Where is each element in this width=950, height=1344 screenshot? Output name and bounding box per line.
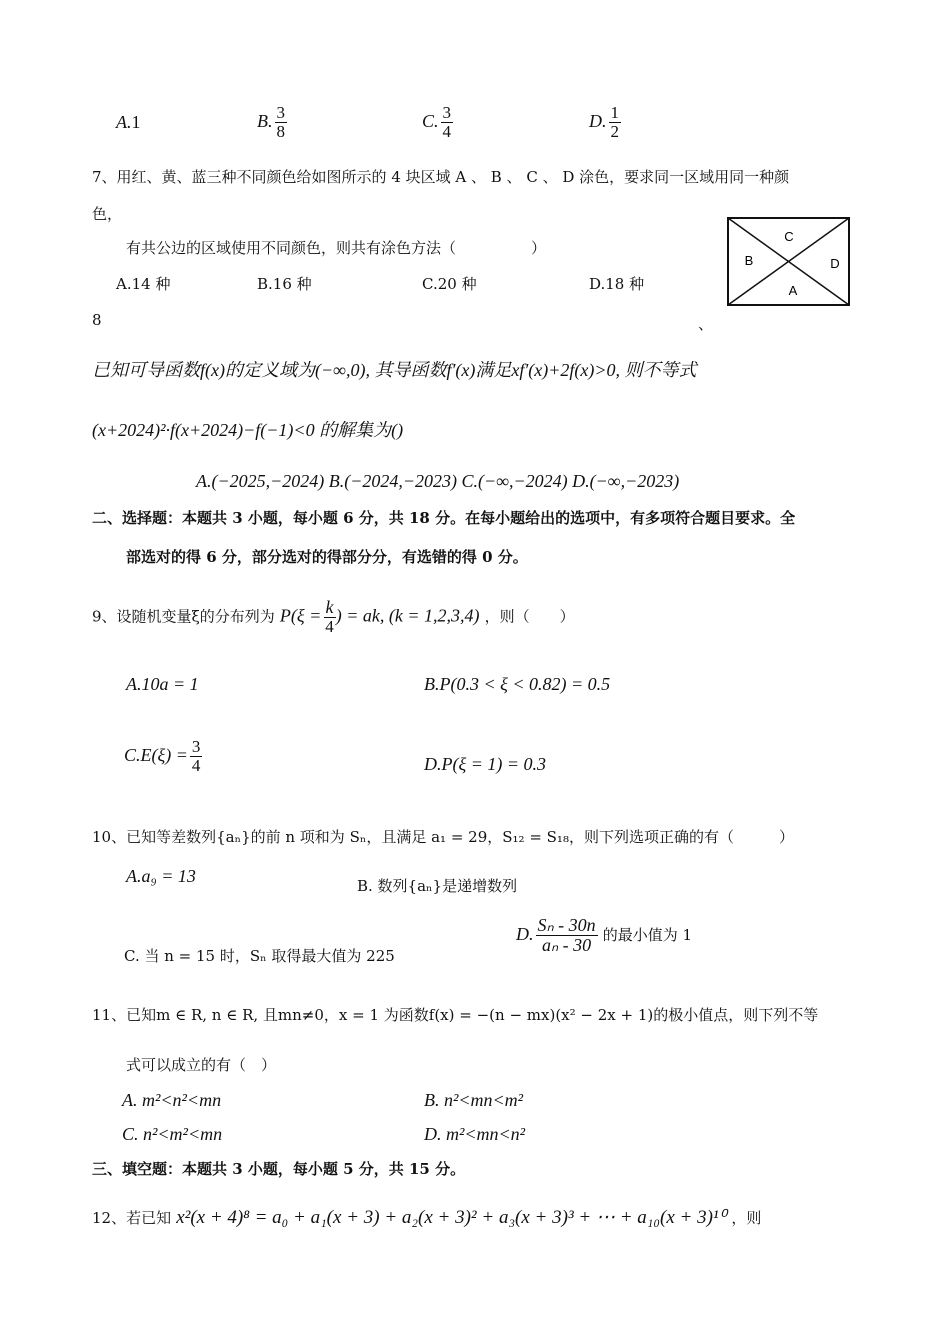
q6-option-d: D. $\frac{1}{2}$ — [589, 103, 619, 141]
q7-option-c: C.20 种 — [422, 275, 477, 293]
q8-stem-line2: (x+2024)²·f(x+2024)−f(−1)<0 的解集为() — [92, 420, 404, 440]
q7-stem-line1: 7、用红、黄、蓝三种不同颜色给如图所示的 4 块区域 A 、 B 、 C 、 D 涂色，要求同一区域用同一种颜 — [92, 168, 790, 186]
q10-option-b: B. 数列{aₙ}是递增数列 — [357, 877, 518, 895]
region-label-right: D — [830, 256, 840, 271]
q7-stem-line3: 有共公边的区域使用不同颜色，则共有涂色方法（ ） — [126, 239, 547, 257]
q7-region-figure — [727, 217, 851, 307]
q12-formula: x²(x + 4)⁸ = a₀ + a₁(x + 3) + a₂(x + 3)² + a₃(x + 3)³ + ⋯ + a₁₀(x + 3)¹⁰ — [176, 1207, 727, 1228]
q6-option-a: A.1 — [116, 112, 141, 132]
q7-option-a: A.14 种 — [116, 275, 171, 293]
q10-stem: 10、已知等差数列{aₙ}的前 n 项和为 Sₙ，且满足 a₁ = 29，S₁₂ = S₁₈，则下列选项正确的有（ ） — [92, 828, 794, 846]
q8-stem-line1: 已知可导函数f(x)的定义域为(−∞,0), 其导函数f′(x)满足xf′(x)+2f(x)>0, 则不等式 — [92, 360, 697, 380]
q9-option-d: D.P(ξ = 1) = 0.3 — [424, 754, 546, 774]
q11-option-c: C. n²<m²<mn — [122, 1124, 223, 1144]
region-label-left: B — [744, 253, 754, 268]
section3-heading: 三、填空题：本题共 3 小题，每小题 5 分，共 15 分。 — [92, 1160, 466, 1178]
q9-option-a: A.10a = 1 — [126, 674, 199, 694]
q9-option-c: C.E(ξ) = $\frac{3}{4}$ — [124, 737, 201, 775]
q7-option-d: D.18 种 — [589, 275, 645, 293]
q12-stem: 12、若已知 x²(x + 4)⁸ = a₀ + a₁(x + 3) + a₂(x + 3)² + a₃(x + 3)³ + ⋯ + a₁₀(x + 3)¹⁰ ，则 — [92, 1207, 762, 1228]
q6-option-c: C. $\frac{3}{4}$ — [422, 103, 452, 141]
q11-stem-line2: 式可以成立的有（ ） — [126, 1056, 277, 1074]
q10-option-c: C. 当 n = 15 时，Sₙ 取得最大值为 225 — [124, 947, 395, 965]
q11-option-a: A. m²<n²<mn — [122, 1090, 222, 1110]
section2-heading-line2: 部选对的得 6 分，部分选对的得部分分，有选错的得 0 分。 — [126, 548, 528, 566]
q7-option-b: B.16 种 — [257, 275, 312, 293]
region-label-bottom: A — [788, 283, 798, 298]
q9-option-b: B.P(0.3 < ξ < 0.82) = 0.5 — [424, 674, 611, 694]
region-label-top: C — [784, 229, 794, 244]
q11-option-b: B. n²<mn<m² — [424, 1090, 524, 1110]
q9-stem: 9、设随机变量ξ的分布列为 P(ξ = $\frac{k}{4}$ ) = ak, (k = 1,2,3,4) ，则（ ） — [92, 597, 575, 636]
q11-option-d: D. m²<mn<n² — [424, 1124, 526, 1144]
q6-option-b: B. $\frac{3}{8}$ — [257, 103, 285, 141]
q8-options: A.(−2025,−2024) B.(−2024,−2023) C.(−∞,−2024) D.(−∞,−2023) — [196, 471, 680, 491]
q8-number: 8 — [92, 311, 102, 329]
section2-heading-line1: 二、选择题：本题共 3 小题，每小题 6 分，共 18 分。在每小题给出的选项中，有多项符合题目要求。全 — [92, 509, 796, 527]
q10-option-d: D. $\frac{\text{Sₙ - 30n}}{\text{aₙ - 30}}$ 的最小值为 1 — [516, 915, 693, 955]
q10-option-a: A.a₉ = 13 — [126, 866, 196, 886]
q7-stem-line2: 色， — [92, 205, 123, 223]
q8-tick: 、 — [698, 315, 714, 333]
q11-stem-line1: 11、已知m ∈ R, n ∈ R, 且mn≠0，x = 1 为函数f(x) = −(n − mx)(x² − 2x + 1)的极小值点，则下列不等 — [92, 1006, 819, 1024]
